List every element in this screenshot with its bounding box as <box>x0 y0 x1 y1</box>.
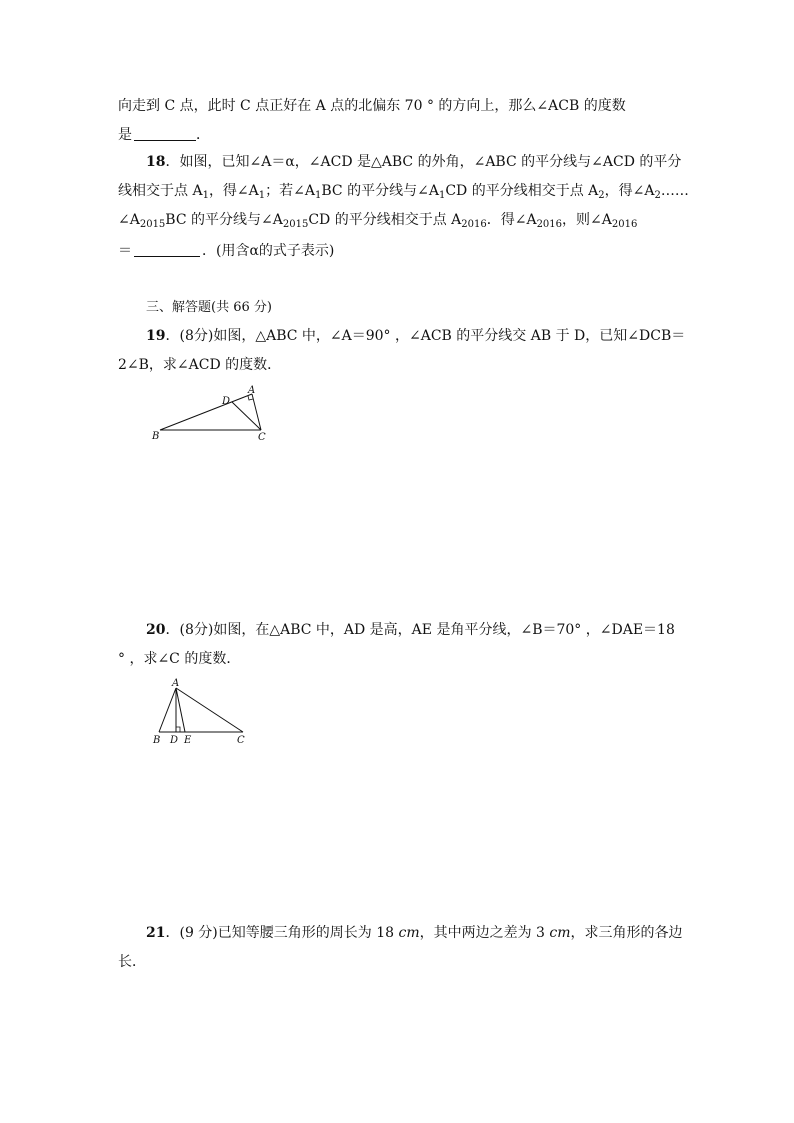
q18-text-line2: 线相交于点 $A_1$，得$\angle A_1$；若$\angle A_1BC$ 的平分线与$\angle A_1CD$ 的平分线相交于点 $A_2$，得$\angle A_2\dots\dots$ <box>118 183 689 201</box>
q20-label-c: C <box>237 735 245 746</box>
q20-label-b: B <box>153 735 161 746</box>
q20-label-d: D <box>170 735 179 746</box>
q20-side-ba <box>159 688 176 732</box>
section-3-title: 三、解答题(共 66 分) <box>146 300 272 315</box>
q18-answer-blank[interactable] <box>134 242 200 257</box>
q20-label-a: A <box>172 678 180 689</box>
q19-side-ac <box>252 394 261 430</box>
q19-number: 19 <box>146 328 166 344</box>
q21-text-line1: 21．(9 分)已知等腰三角形的周长为 18 cm，其中两边之差为 3 cm，求三角形的各边 <box>146 925 683 941</box>
q20-side-ac <box>176 688 243 732</box>
q19-label-a: A <box>248 385 256 396</box>
q20-bisector-ae <box>176 688 185 732</box>
q20-label-e: E <box>184 735 192 746</box>
q20-text-line2: ° ，求∠C 的度数． <box>118 651 241 667</box>
q20-number: 20 <box>146 622 166 638</box>
q20-right-angle-mark <box>176 727 180 732</box>
q20-figure-triangle <box>148 676 258 750</box>
q19-bisector-cd <box>232 402 261 430</box>
q18-text-line1: 18．如图，已知∠A＝α，∠ACD 是△ABC 的外角，∠ABC 的平分线与∠ACD 的平分 <box>146 154 682 170</box>
q17-text-line2: 是 ． <box>118 127 210 143</box>
q18-text-line4: ＝ ．(用含α的式子表示) <box>118 243 335 259</box>
q19-side-ba <box>160 394 252 430</box>
q17-answer-blank[interactable] <box>134 126 196 141</box>
q19-text-line2: 2∠B，求∠ACD 的度数． <box>118 357 282 373</box>
q19-label-d: D <box>222 396 231 407</box>
q18-text-line3: $\angle A_{2015}BC$ 的平分线与$\angle A_{2015}CD$ 的平分线相交于点 $A_{2016}$．得$\angle A_{2016}$，则$\angle A_{2016}$ <box>118 212 638 230</box>
q19-text-line1: 19．(8分)如图，△ABC 中，∠A＝90° ，∠ACB 的平分线交 AB 于 D，已知∠DCB＝ <box>146 328 686 344</box>
q17-text-line1: 向走到 C 点，此时 C 点正好在 A 点的北偏东 70 ° 的方向上，那么∠ACB 的度数 <box>118 98 626 114</box>
q19-label-c: C <box>258 432 266 443</box>
q19-figure-triangle <box>148 382 278 444</box>
q21-text-line2: 长． <box>118 954 146 970</box>
q21-number: 21 <box>146 925 166 941</box>
q18-number: 18 <box>146 154 166 170</box>
q19-label-b: B <box>152 431 160 442</box>
q20-text-line1: 20．(8分)如图，在△ABC 中，AD 是高，AE 是角平分线，∠B＝70° ，∠DAE＝18 <box>146 622 675 638</box>
